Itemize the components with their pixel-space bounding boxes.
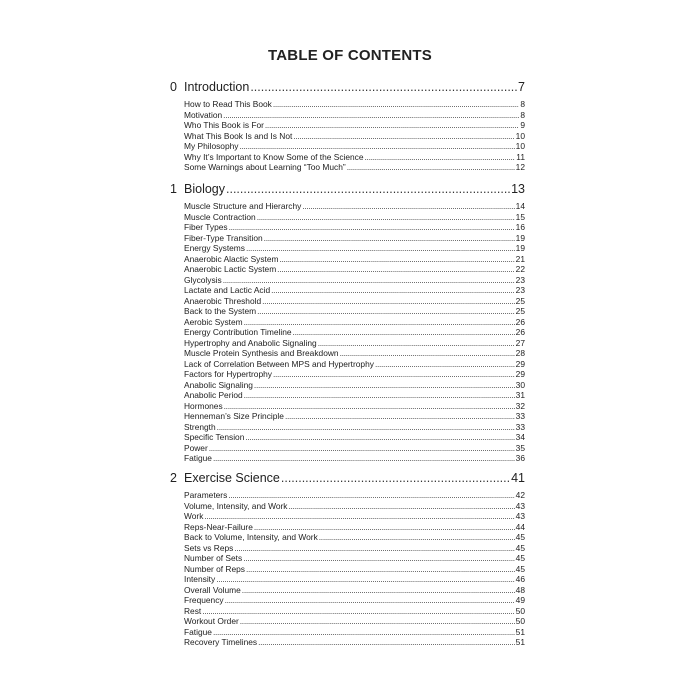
entry-page-number: 23 xyxy=(515,285,525,295)
toc-entry[interactable] xyxy=(184,233,525,244)
entry-title: Muscle Protein Synthesis and Breakdown xyxy=(184,348,339,358)
entry-page-number: 32 xyxy=(515,400,525,411)
entry-page-number: 43 xyxy=(515,500,525,511)
dot-leader xyxy=(277,264,515,275)
toc-entry[interactable] xyxy=(184,390,525,401)
toc-entry[interactable] xyxy=(184,317,525,328)
toc-entry[interactable] xyxy=(184,585,525,596)
toc-entry[interactable] xyxy=(184,574,525,585)
dot-leader xyxy=(293,131,514,142)
toc-entry[interactable] xyxy=(184,348,525,359)
chapter-page-number: 7 xyxy=(518,80,525,94)
chapter-heading[interactable] xyxy=(170,471,525,489)
dot-leader xyxy=(240,616,515,627)
dot-leader xyxy=(281,471,510,485)
dot-leader xyxy=(340,348,515,359)
entry-title: Parameters xyxy=(184,490,228,500)
entry-title: Power xyxy=(184,442,208,453)
entry-page-number: 25 xyxy=(515,295,525,306)
dot-leader xyxy=(319,532,515,543)
entry-page-number: 51 xyxy=(515,626,525,637)
dot-leader xyxy=(225,595,515,606)
dot-leader xyxy=(254,522,515,533)
entry-page-number: 44 xyxy=(515,521,525,532)
dot-leader xyxy=(365,152,516,163)
entry-page-number: 46 xyxy=(515,574,525,584)
dot-leader xyxy=(289,501,515,512)
toc-entry[interactable] xyxy=(184,296,525,307)
toc-chapter xyxy=(170,471,525,648)
entry-title: Frequency xyxy=(184,595,224,605)
toc-entry[interactable] xyxy=(184,254,525,265)
entry-title: Muscle Structure and Hierarchy xyxy=(184,201,302,211)
toc-entry[interactable] xyxy=(184,285,525,296)
dot-leader xyxy=(302,201,514,212)
entry-page-number: 50 xyxy=(515,605,525,616)
toc-entry[interactable] xyxy=(184,490,525,501)
entry-title: How to Read This Book xyxy=(184,99,272,109)
entry-title: My Philosophy xyxy=(184,141,239,151)
entry-page-number: 35 xyxy=(515,442,525,453)
toc-entry[interactable] xyxy=(184,338,525,349)
entry-page-number: 34 xyxy=(515,432,525,442)
entry-title: Why It’s Important to Know Some of the Science xyxy=(184,151,364,162)
toc-entry[interactable] xyxy=(184,222,525,233)
entry-title: Back to the System xyxy=(184,306,257,316)
entry-title: Glycolysis xyxy=(184,274,222,285)
entry-title: Specific Tension xyxy=(184,432,245,442)
entry-page-number: 45 xyxy=(515,542,525,553)
toc-entry[interactable] xyxy=(184,606,525,617)
dot-leader xyxy=(273,369,515,380)
entry-title: Henneman’s Size Principle xyxy=(184,411,284,421)
chapter-heading[interactable] xyxy=(170,182,525,200)
entry-title: Energy Systems xyxy=(184,243,245,253)
dot-leader xyxy=(265,120,519,131)
entry-page-number: 8 xyxy=(520,99,525,109)
dot-leader xyxy=(262,296,515,307)
entry-title: Lactate and Lactic Acid xyxy=(184,285,271,295)
page-title: TABLE OF CONTENTS xyxy=(268,47,432,64)
toc-entry[interactable] xyxy=(184,564,525,575)
entry-page-number: 28 xyxy=(515,348,525,358)
dot-leader xyxy=(239,141,514,152)
toc-entry[interactable] xyxy=(184,120,525,131)
dot-leader xyxy=(280,254,515,265)
entry-title: Sets vs Reps xyxy=(184,542,234,553)
toc-entry[interactable] xyxy=(184,411,525,422)
entry-page-number: 49 xyxy=(515,595,525,605)
dot-leader xyxy=(202,606,514,617)
entry-title: Lack of Correlation Between MPS and Hypertrophy xyxy=(184,358,374,369)
entry-page-number: 21 xyxy=(515,253,525,264)
entry-title: Motivation xyxy=(184,109,223,120)
chapter-title: Biology xyxy=(184,182,225,196)
entry-page-number: 30 xyxy=(515,379,525,390)
chapter-number: 1 xyxy=(170,182,177,196)
entry-page-number: 26 xyxy=(515,327,525,337)
dot-leader xyxy=(244,317,515,328)
entry-title: Hormones xyxy=(184,400,223,411)
entry-title: Overall Volume xyxy=(184,584,241,595)
toc-chapter xyxy=(170,80,525,173)
toc-entry[interactable] xyxy=(184,264,525,275)
chapter-page-number: 13 xyxy=(511,182,525,196)
dot-leader xyxy=(216,574,514,585)
entry-title: Fatigue xyxy=(184,453,212,463)
chapter-title: Introduction xyxy=(184,80,250,94)
dot-leader xyxy=(375,359,515,370)
dot-leader xyxy=(254,380,515,391)
section-list xyxy=(184,490,525,648)
dot-leader xyxy=(246,564,515,575)
dot-leader xyxy=(213,627,515,638)
entry-page-number: 26 xyxy=(515,316,525,327)
chapter-page-number: 41 xyxy=(511,471,525,485)
entry-page-number: 50 xyxy=(515,616,525,626)
dot-leader xyxy=(257,306,515,317)
toc-entry[interactable] xyxy=(184,162,525,173)
entry-page-number: 29 xyxy=(515,369,525,379)
entry-title: Strength xyxy=(184,421,216,432)
entry-page-number: 33 xyxy=(515,411,525,421)
entry-page-number: 19 xyxy=(515,232,525,243)
dot-leader xyxy=(226,182,510,196)
entry-page-number: 36 xyxy=(515,453,525,463)
entry-page-number: 45 xyxy=(515,563,525,574)
toc-entry[interactable] xyxy=(184,432,525,443)
entry-title: Intensity xyxy=(184,574,216,584)
dot-leader xyxy=(229,222,515,233)
entry-page-number: 43 xyxy=(515,511,525,521)
toc-entry[interactable] xyxy=(184,553,525,564)
toc-entry[interactable] xyxy=(184,327,525,338)
entry-page-number: 48 xyxy=(515,584,525,595)
entry-title: Reps-Near-Failure xyxy=(184,521,253,532)
entry-title: Muscle Contraction xyxy=(184,211,256,222)
entry-title: Anaerobic Threshold xyxy=(184,295,262,306)
entry-title: Anaerobic Lactic System xyxy=(184,264,277,274)
entry-page-number: 16 xyxy=(515,222,525,232)
entry-page-number: 31 xyxy=(515,390,525,400)
entry-title: Back to Volume, Intensity, and Work xyxy=(184,532,318,542)
entry-page-number: 12 xyxy=(515,162,525,172)
dot-leader xyxy=(285,411,515,422)
dot-leader xyxy=(318,338,515,349)
dot-leader xyxy=(257,212,515,223)
toc-entry[interactable] xyxy=(184,380,525,391)
toc-entry[interactable] xyxy=(184,422,525,433)
entry-page-number: 29 xyxy=(515,358,525,369)
entry-title: Anabolic Period xyxy=(184,390,243,400)
toc-entry[interactable] xyxy=(184,243,525,254)
toc-entry[interactable] xyxy=(184,532,525,543)
toc-entry[interactable] xyxy=(184,401,525,412)
toc-entry[interactable] xyxy=(184,212,525,223)
chapter-number: 0 xyxy=(170,80,177,94)
dot-leader xyxy=(217,422,515,433)
toc-entry[interactable] xyxy=(184,306,525,317)
dot-leader xyxy=(271,285,515,296)
entry-title: Factors for Hypertrophy xyxy=(184,369,272,379)
chapter-title: Exercise Science xyxy=(184,471,280,485)
dot-leader xyxy=(293,327,515,338)
dot-leader xyxy=(273,99,520,110)
section-list xyxy=(184,99,525,173)
dot-leader xyxy=(228,490,514,501)
entry-page-number: 33 xyxy=(515,421,525,432)
entry-page-number: 8 xyxy=(520,109,525,120)
entry-page-number: 10 xyxy=(515,141,525,151)
entry-title: Some Warnings about Learning “Too Much” xyxy=(184,162,346,172)
toc-entry[interactable] xyxy=(184,522,525,533)
toc-entry[interactable] xyxy=(184,616,525,627)
dot-leader xyxy=(250,80,517,94)
entry-page-number: 25 xyxy=(515,306,525,316)
toc-entry[interactable] xyxy=(184,627,525,638)
entry-title: Workout Order xyxy=(184,616,239,626)
entry-title: Anaerobic Alactic System xyxy=(184,253,279,264)
entry-page-number: 9 xyxy=(520,120,525,130)
dot-leader xyxy=(223,110,519,121)
dot-leader xyxy=(244,390,515,401)
entry-title: Hypertrophy and Anabolic Signaling xyxy=(184,337,317,348)
entry-page-number: 15 xyxy=(515,211,525,222)
dot-leader xyxy=(234,543,514,554)
chapter-heading[interactable] xyxy=(170,80,525,98)
toc-entry[interactable] xyxy=(184,110,525,121)
entry-page-number: 10 xyxy=(515,130,525,141)
toc-entry[interactable] xyxy=(184,201,525,212)
toc-entry[interactable] xyxy=(184,543,525,554)
dot-leader xyxy=(347,162,515,173)
toc-entry[interactable] xyxy=(184,453,525,464)
entry-title: Rest xyxy=(184,605,202,616)
dot-leader xyxy=(258,637,515,648)
entry-title: Energy Contribution Timeline xyxy=(184,327,292,337)
entry-page-number: 23 xyxy=(515,274,525,285)
dot-leader xyxy=(213,453,515,464)
dot-leader xyxy=(242,585,515,596)
entry-page-number: 51 xyxy=(515,637,525,647)
entry-title: Who This Book is For xyxy=(184,120,264,130)
dot-leader xyxy=(245,432,514,443)
toc-entry[interactable] xyxy=(184,511,525,522)
entry-title: Work xyxy=(184,511,204,521)
entry-title: Fiber-Type Transition xyxy=(184,232,263,243)
dot-leader xyxy=(224,401,515,412)
entry-page-number: 19 xyxy=(515,243,525,253)
entry-title: Volume, Intensity, and Work xyxy=(184,500,288,511)
dot-leader xyxy=(246,243,515,254)
entry-title: Fatigue xyxy=(184,626,212,637)
entry-page-number: 45 xyxy=(515,553,525,563)
entry-title: Fiber Types xyxy=(184,222,228,232)
toc-entry[interactable] xyxy=(184,99,525,110)
toc-entry[interactable] xyxy=(184,637,525,648)
toc-entry[interactable] xyxy=(184,501,525,512)
dot-leader xyxy=(264,233,515,244)
entry-page-number: 45 xyxy=(515,532,525,542)
entry-page-number: 14 xyxy=(515,201,525,211)
dot-leader xyxy=(243,553,514,564)
dot-leader xyxy=(223,275,515,286)
entry-title: Anabolic Signaling xyxy=(184,379,253,390)
toc-entry[interactable] xyxy=(184,275,525,286)
toc-entry[interactable] xyxy=(184,141,525,152)
entry-title: Number of Reps xyxy=(184,563,245,574)
toc-entry[interactable] xyxy=(184,443,525,454)
toc-entry[interactable] xyxy=(184,359,525,370)
dot-leader xyxy=(204,511,514,522)
entry-title: Recovery Timelines xyxy=(184,637,258,647)
entry-page-number: 27 xyxy=(515,337,525,348)
chapter-number: 2 xyxy=(170,471,177,485)
toc-entry[interactable] xyxy=(184,595,525,606)
toc-entry[interactable] xyxy=(184,131,525,142)
entry-title: Number of Sets xyxy=(184,553,243,563)
toc-entry[interactable] xyxy=(184,152,525,163)
dot-leader xyxy=(209,443,515,454)
entry-title: What This Book Is and Is Not xyxy=(184,130,293,141)
entry-page-number: 11 xyxy=(516,151,525,162)
entry-page-number: 22 xyxy=(515,264,525,274)
toc-entry[interactable] xyxy=(184,369,525,380)
entry-title: Aerobic System xyxy=(184,316,243,327)
section-list xyxy=(184,201,525,464)
entry-page-number: 42 xyxy=(515,490,525,500)
toc-chapter xyxy=(170,182,525,464)
